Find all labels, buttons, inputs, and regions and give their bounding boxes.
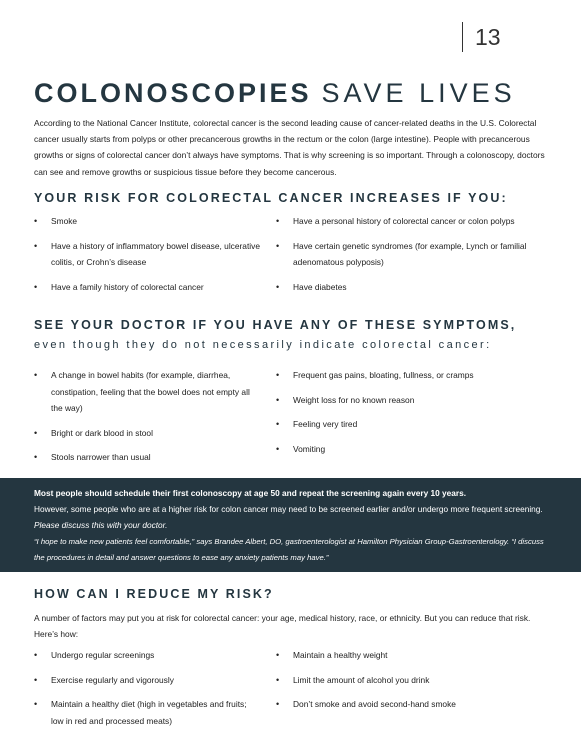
list-item: • Don’t smoke and avoid second-hand smoke [276, 696, 551, 713]
banner-body [34, 501, 547, 533]
list-item: • Frequent gas pains, bloating, fullness, or cramps [276, 367, 551, 384]
list-item: • Have a history of inflammatory bowel disease, ulcerative colitis, or Crohn’s disease [34, 238, 269, 271]
reduce-list-left [34, 647, 269, 729]
banner-body-italic: Please discuss this with your doctor. [34, 520, 168, 531]
symptoms-heading: SEE YOUR DOCTOR IF YOU HAVE ANY OF THESE SYMPTOMS, [34, 318, 517, 332]
list-item: • Vomiting [276, 441, 551, 458]
symptoms-subheading: even though they do not necessarily indicate colorectal cancer: [34, 339, 492, 351]
quote-close: “I discuss the procedures in detail and answer questions to ease any anxiety patients may have.” [34, 536, 544, 562]
screening-banner [0, 478, 581, 572]
list-item: • Maintain a healthy diet (high in vegetables and fruits; low in red and processed meats) [34, 696, 251, 729]
list-item: • Exercise regularly and vigorously [34, 672, 269, 689]
banner-headline: Most people should schedule their first colonoscopy at age 50 and repeat the screening again every 10 years. [34, 488, 467, 498]
list-item: • Weight loss for no known reason [276, 392, 551, 409]
risk-heading: YOUR RISK FOR COLORECTAL CANCER INCREASES IF YOU: [34, 191, 508, 205]
reduce-intro: A number of factors may put you at risk for colorectal cancer: your age, medical history, race, or ethnicity. But you can reduce that risk. Here’s how: [34, 613, 531, 640]
list-item: • Have a family history of colorectal cancer [34, 279, 269, 296]
quote-open: “I hope to make new patients feel comfortable,” [34, 536, 195, 546]
list-item: • Have a personal history of colorectal cancer or colon polyps [276, 213, 551, 230]
list-item: • A change in bowel habits (for example, diarrhea, constipation, feeling that the bowel does not empty all the way) [34, 367, 251, 417]
page-number: 13 [462, 22, 501, 52]
list-item: • Stools narrower than usual [34, 449, 269, 466]
list-item: • Bright or dark blood in stool [34, 425, 269, 442]
title-light: SAVE LIVES [321, 78, 516, 108]
list-item: • Maintain a healthy weight [276, 647, 551, 664]
list-item: • Smoke [34, 213, 269, 230]
risk-list-left [34, 213, 269, 295]
list-item: • Limit the amount of alcohol you drink [276, 672, 551, 689]
quote-attribution: says Brandee Albert, DO, gastroenterologist at Hamilton Physician Group-Gastroenterology. [196, 536, 510, 546]
banner-quote [34, 534, 547, 566]
symptoms-list-left [34, 367, 269, 466]
list-item: • Have diabetes [276, 279, 551, 296]
intro-paragraph: According to the National Cancer Institute, colorectal cancer is the second leading cause of cancer-related deaths in the U.S. Colorectal cancer usually starts from polyps or other precancerous growths in the rectum or the colon (large intestine). People with precancerous growths or signs of colorectal cancer don’t always have symptoms. That is why screening is so important. Through a colonoscopy, doctors can see and remove growths or suspicious tissue before they become cancerous. [34, 118, 545, 177]
reduce-list-right [276, 647, 551, 713]
page-title [34, 78, 516, 113]
reduce-heading: HOW CAN I REDUCE MY RISK? [34, 587, 274, 601]
list-item: • Undergo regular screenings [34, 647, 269, 664]
list-item: • Feeling very tired [276, 416, 551, 433]
banner-body-text: However, some people who are at a higher risk for colon cancer may need to be screened earlier and/or undergo more frequent screening. [34, 504, 543, 515]
list-item: • Have certain genetic syndromes (for example, Lynch or familial adenomatous polyposis) [276, 238, 551, 271]
risk-list-right [276, 213, 551, 295]
symptoms-list-right [276, 367, 551, 457]
title-bold: COLONOSCOPIES [34, 78, 312, 108]
